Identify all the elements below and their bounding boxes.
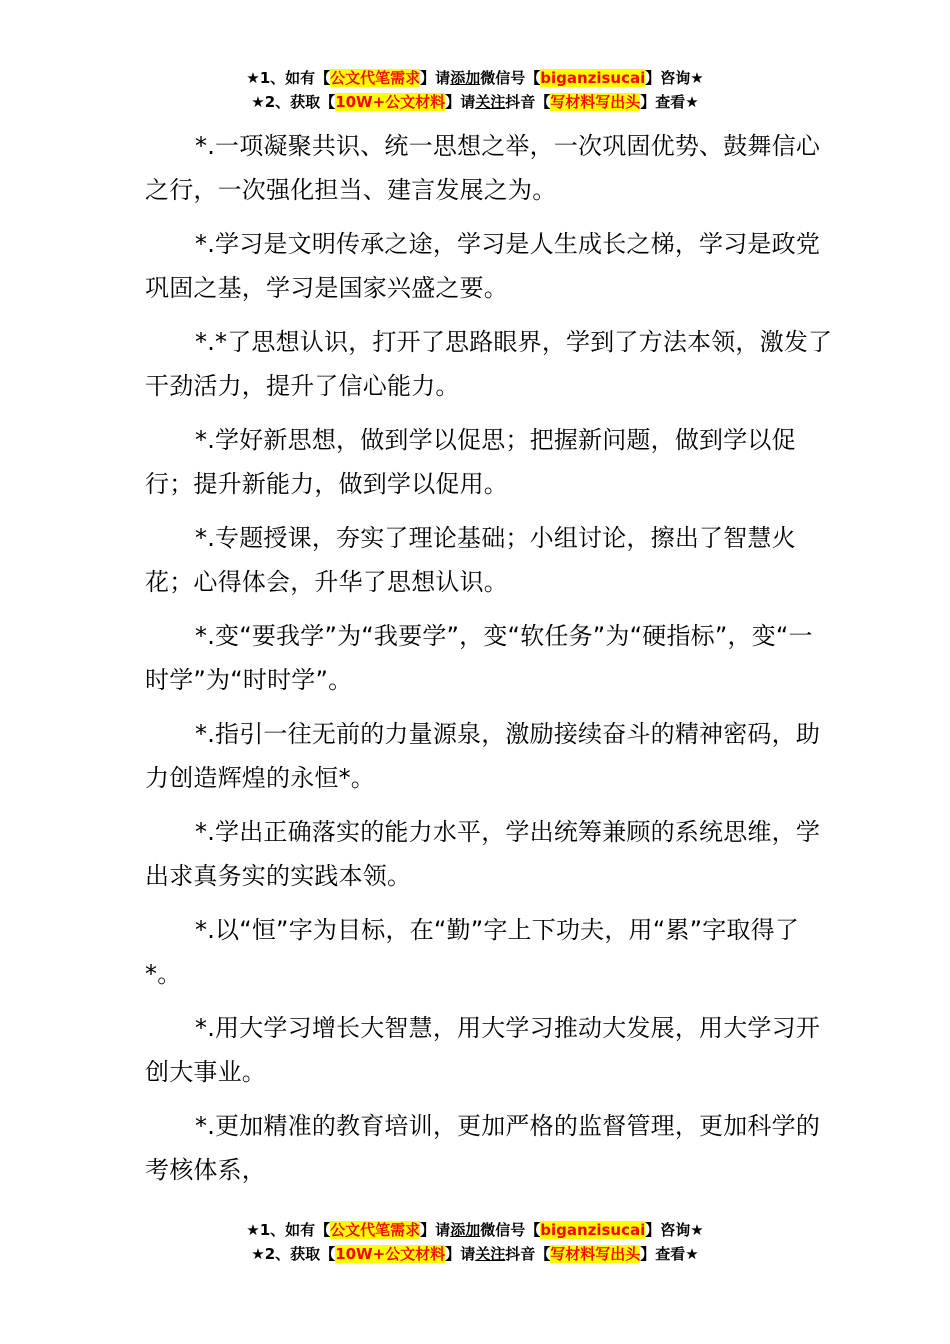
banner-text: 微信号【 <box>480 69 541 87</box>
banner-line-2 <box>0 90 950 114</box>
paragraph: *.专题授课，夯实了理论基础；小组讨论，擦出了智慧火花；心得体会，升华了思想认识。 <box>145 524 796 596</box>
banner-line-2 <box>0 1242 950 1266</box>
paragraph: *.指引一往无前的力量源泉，激励接续奋斗的精神密码，助力创造辉煌的永恒*。 <box>145 720 821 792</box>
banner-text: ★2、获取【 <box>251 1245 336 1263</box>
banner-text: 】请 <box>445 93 476 111</box>
paragraph: *.变“要我学”为“我要学”，变“软任务”为“硬指标”，变“一时学”为“时时学”。 <box>145 622 813 694</box>
highlight-materials: 10W+公文材料 <box>335 93 446 111</box>
highlight-ghostwriting: 公文代笔需求 <box>330 69 421 87</box>
paragraph: *.更加精准的教育培训，更加严格的监督管理，更加科学的考核体系， <box>145 1112 821 1184</box>
underlined-add: 添加 <box>450 69 481 87</box>
paragraph: *.学习是文明传承之途，学习是人生成长之梯，学习是政党巩固之基，学习是国家兴盛之要。 <box>145 230 821 302</box>
banner-text: 】咨询★ <box>645 1221 704 1239</box>
underlined-follow: 关注 <box>475 1245 506 1263</box>
highlight-ghostwriting: 公文代笔需求 <box>330 1221 421 1239</box>
banner-text: ★1、如有【 <box>246 69 331 87</box>
highlight-materials: 10W+公文材料 <box>335 1245 446 1263</box>
paragraph: *.学好新思想，做到学以促思；把握新问题，做到学以促行；提升新能力，做到学以促用。 <box>145 426 796 498</box>
paragraph: *.用大学习增长大智慧，用大学习推动大发展，用大学习开创大事业。 <box>145 1014 821 1086</box>
highlight-wechat-id: biganzisucai <box>540 69 646 87</box>
banner-text: ★2、获取【 <box>251 93 336 111</box>
document-body <box>145 124 833 1202</box>
footer-banner <box>0 1218 950 1266</box>
banner-text: 抖音【 <box>505 1245 551 1263</box>
banner-text: 】咨询★ <box>645 69 704 87</box>
highlight-douyin-id: 写材料写出头 <box>550 1245 641 1263</box>
highlight-wechat-id: biganzisucai <box>540 1221 646 1239</box>
banner-line-1 <box>0 66 950 90</box>
underlined-follow: 关注 <box>475 93 506 111</box>
banner-line-1 <box>0 1218 950 1242</box>
highlight-douyin-id: 写材料写出头 <box>550 93 641 111</box>
paragraph: *.学出正确落实的能力水平，学出统筹兼顾的系统思维，学出求真务实的实践本领。 <box>145 818 821 890</box>
banner-text: 抖音【 <box>505 93 551 111</box>
paragraph: *.一项凝聚共识、统一思想之举，一次巩固优势、鼓舞信心之行，一次强化担当、建言发展之为。 <box>145 132 821 204</box>
banner-text: ★1、如有【 <box>246 1221 331 1239</box>
banner-text: 】请 <box>420 1221 451 1239</box>
banner-text: 】查看★ <box>640 1245 699 1263</box>
header-banner <box>0 66 950 114</box>
banner-text: 】查看★ <box>640 93 699 111</box>
banner-text: 】请 <box>420 69 451 87</box>
banner-text: 】请 <box>445 1245 476 1263</box>
paragraph: *.*了思想认识，打开了思路眼界，学到了方法本领，激发了干劲活力，提升了信心能力。 <box>145 328 833 400</box>
underlined-add: 添加 <box>450 1221 481 1239</box>
paragraph: *.以“恒”字为目标，在“勤”字上下功夫，用“累”字取得了*。 <box>145 916 800 988</box>
banner-text: 微信号【 <box>480 1221 541 1239</box>
